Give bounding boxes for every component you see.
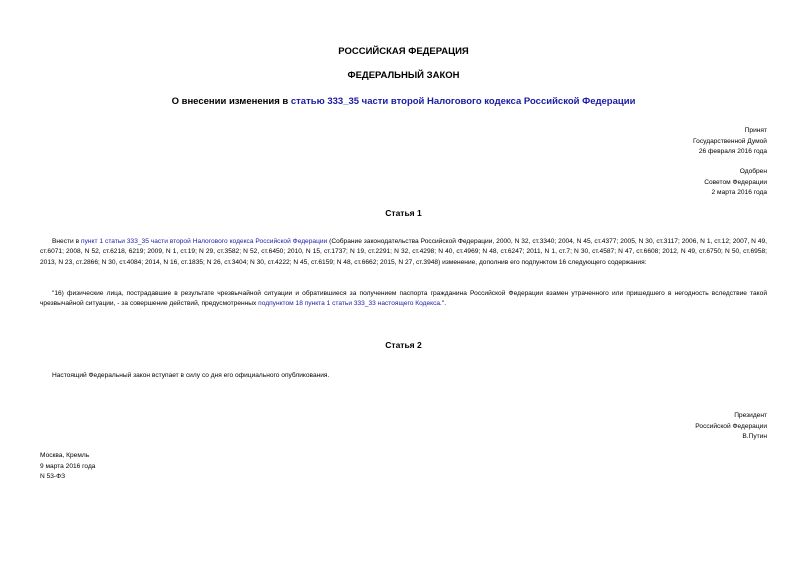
approved-block (704, 167, 767, 199)
signature-name: В.Путин (742, 433, 767, 440)
article-1-quote (40, 289, 767, 310)
signature-country: Российской Федерации (695, 422, 767, 430)
adopted-date: 26 февраля 2016 года (698, 148, 767, 155)
law-title (40, 96, 767, 107)
law-type-heading: ФЕДЕРАЛЬНЫЙ ЗАКОН (347, 70, 460, 81)
article-1-intro-prefix: Внести в (52, 238, 82, 245)
approved-date: 2 марта 2016 года (711, 189, 767, 196)
signature-block (695, 411, 767, 443)
article-1-title: Статья 1 (385, 208, 422, 218)
article-2-paragraph: Настоящий Федеральный закон вступает в силу со дня его официального опубликования. (52, 372, 330, 379)
approved-label: Одобрен (739, 168, 767, 175)
adopted-block (693, 126, 767, 158)
article-1-quote-link[interactable]: подпунктом 18 пункта 1 статьи 333_33 настоящего Кодекса (258, 300, 441, 308)
footer-number: N 53-ФЗ (40, 473, 66, 480)
signature-title: Президент (734, 412, 767, 419)
footer-block (40, 451, 95, 483)
approved-body: Советом Федерации (704, 178, 767, 186)
law-title-prefix: О внесении изменения в (171, 96, 291, 107)
adopted-label: Принят (744, 127, 767, 134)
article-1-paragraph (40, 237, 767, 268)
footer-place: Москва, Кремль (40, 452, 90, 459)
federation-heading: РОССИЙСКАЯ ФЕДЕРАЦИЯ (338, 46, 469, 57)
footer-date: 9 марта 2016 года (40, 462, 96, 470)
article-1-quote-suffix: .". (440, 300, 447, 308)
article-1-intro-rest: (Собрание законодательства Российской Федерации, 2000, N 32, ст.3340; 2004, N 45, ст.4377; 2005, N 30, ст.3117; 2006, N 1, ст.12; 2007, N 49, ст.6071; 2008, N 52, ст.6218, 6219; 2009, N 1, ст.19; N 29, ст.3582; N 52, ст.6450; 2010, N 15, ст.1737; N 19, ст.2291; N 32, ст.4298; N 40, ст.4969; N 48, ст.6247; 2011, N 1, ст.7; N 30, ст.4587; N 47, ст.6608; 2012, N 49, ст.6750; N 50, ст.6958; 2013, N 23, ст.2866; N 30, ст.4084; 2014, N 16, ст.1835; N 26, ст.3404; N 30, ст.4222; N 45, ст.6159; N 48, ст.6662; 2015, N 27, ст.3948) изменение, дополнив его подпунктом 16 следующего содержания: (40, 238, 767, 266)
adopted-body: Государственной Думой (693, 137, 767, 145)
law-title-link[interactable]: статью 333_35 части второй Налогового кодекса Российской Федерации (290, 96, 636, 107)
article-2-title: Статья 2 (385, 340, 422, 350)
article-1-quote-prefix: "16) физические лица, пострадавшие в результате чрезвычайной ситуации и обратившиеся за получением паспорта гражданина Российской Федерации взамен утраченного или пришедшего в негодность вследствие такой чрезвычайной ситуации, - за совершение действий, предусмотренных (40, 290, 767, 308)
article-1-intro-link[interactable]: пункт 1 статьи 333_35 части второй Налогового кодекса Российской Федерации (81, 238, 328, 245)
